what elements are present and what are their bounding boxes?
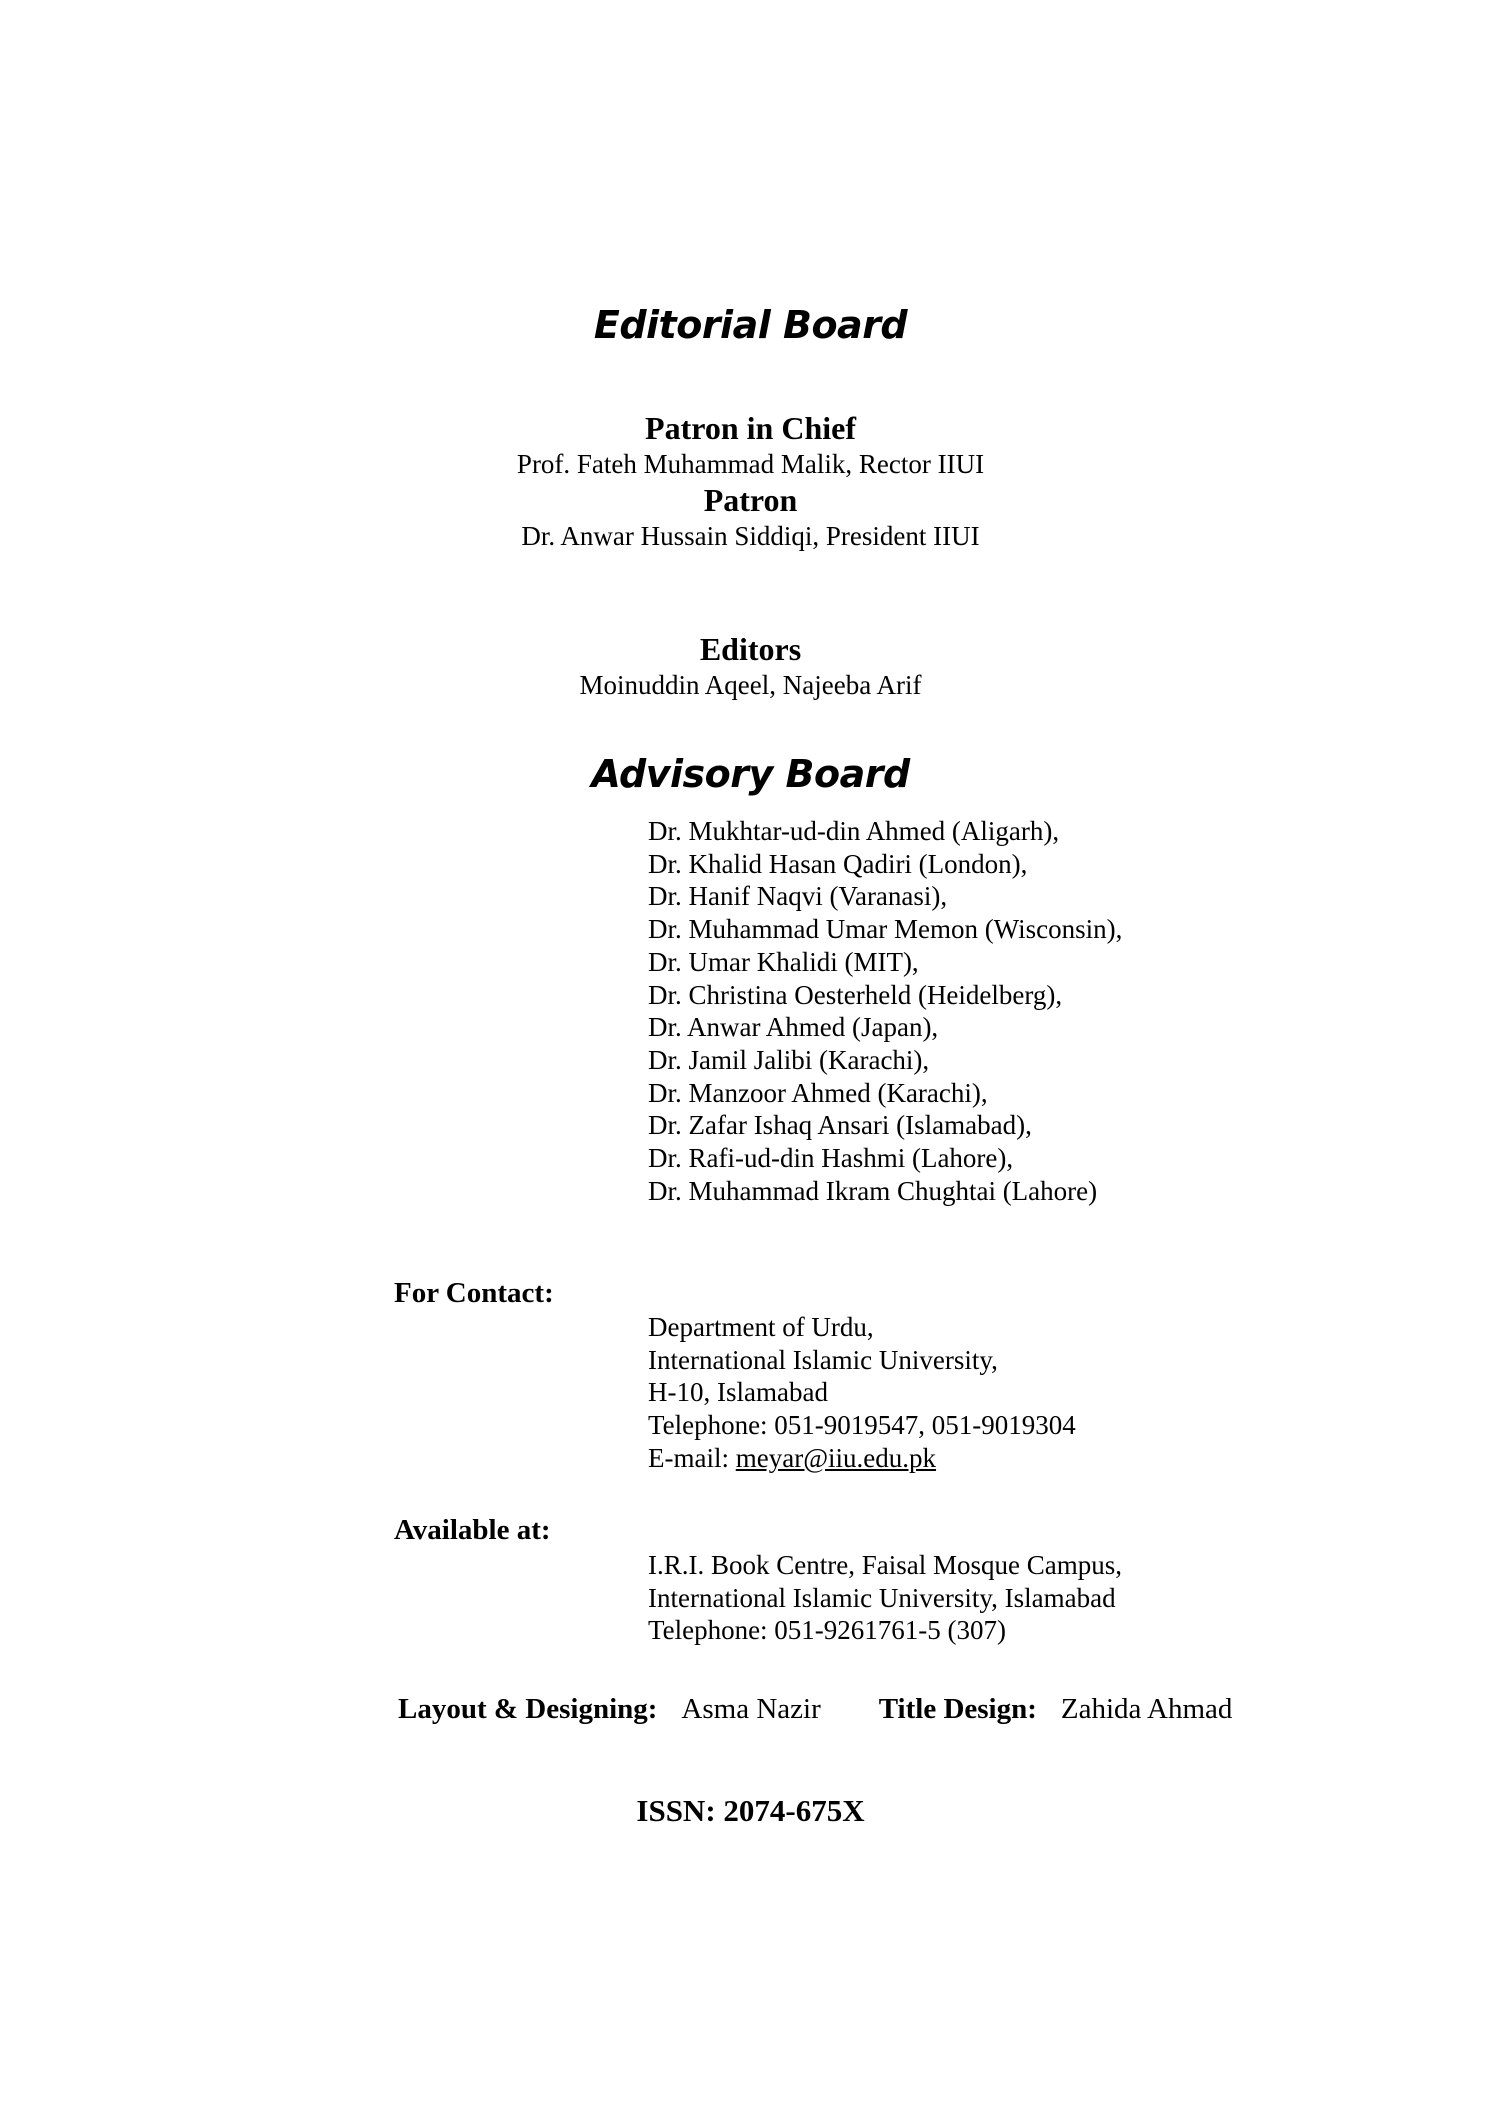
contact-line: International Islamic University, [648, 1344, 998, 1375]
patron-heading: Patron [703, 482, 798, 518]
advisory-member: Dr. Mukhtar-ud-din Ahmed (Aligarh), [648, 816, 1060, 846]
email-prefix: E-mail: [648, 1442, 736, 1473]
advisory-member: Dr. Muhammad Ikram Chughtai (Lahore) [648, 1175, 1098, 1206]
available-details [648, 1549, 1122, 1647]
patron-in-chief-name: Prof. Fateh Muhammad Malik, Rector IIUI [516, 449, 985, 479]
patron-name: Dr. Anwar Hussain Siddiqi, President IIUI [521, 521, 980, 551]
email-link[interactable]: meyar@iiu.edu.pk [735, 1442, 937, 1473]
advisory-member: Dr. Anwar Ahmed (Japan), [648, 1012, 939, 1043]
advisory-member: Dr. Christina Oesterheld (Heidelberg), [648, 979, 1063, 1010]
advisory-member: Dr. Umar Khalidi (MIT), [648, 946, 919, 977]
advisory-member: Dr. Hanif Naqvi (Varanasi), [648, 881, 948, 912]
contact-details [648, 1311, 1076, 1475]
available-line: International Islamic University, Islamabad [648, 1582, 1116, 1613]
title-design-label: Title Design: [878, 1693, 1037, 1725]
advisory-board-list [648, 815, 1122, 1207]
layout-label: Layout & Designing: [398, 1693, 658, 1725]
contact-email-line [648, 1442, 1076, 1475]
contact-label: For Contact: [394, 1277, 554, 1309]
credits-row [398, 1693, 1232, 1726]
editorial-board-title: Editorial Board [593, 303, 908, 347]
layout-name: Asma Nazir [681, 1693, 821, 1725]
available-line: Telephone: 051-9261761-5 (307) [648, 1615, 1007, 1646]
advisory-member: Dr. Zafar Ishaq Ansari (Islamabad), [648, 1110, 1032, 1141]
available-label: Available at: [394, 1514, 551, 1546]
advisory-board-title: Advisory Board [591, 752, 910, 796]
issn: ISSN: 2074-675X [636, 1793, 865, 1828]
advisory-member: Dr. Khalid Hasan Qadiri (London), [648, 848, 1028, 879]
editors-heading: Editors [699, 631, 802, 667]
contact-line: H-10, Islamabad [648, 1377, 828, 1408]
advisory-member: Dr. Rafi-ud-din Hashmi (Lahore), [648, 1143, 1014, 1174]
title-design-name: Zahida Ahmad [1060, 1693, 1233, 1725]
contact-line: Department of Urdu, [648, 1312, 874, 1342]
editors-names: Moinuddin Aqeel, Najeeba Arif [579, 670, 922, 700]
available-line: I.R.I. Book Centre, Faisal Mosque Campus, [648, 1550, 1122, 1580]
patron-in-chief-heading: Patron in Chief [645, 410, 856, 446]
advisory-member: Dr. Manzoor Ahmed (Karachi), [648, 1077, 988, 1108]
advisory-member: Dr. Jamil Jalibi (Karachi), [648, 1044, 930, 1075]
contact-line: Telephone: 051-9019547, 051-9019304 [648, 1410, 1076, 1441]
advisory-member: Dr. Muhammad Umar Memon (Wisconsin), [648, 914, 1123, 945]
